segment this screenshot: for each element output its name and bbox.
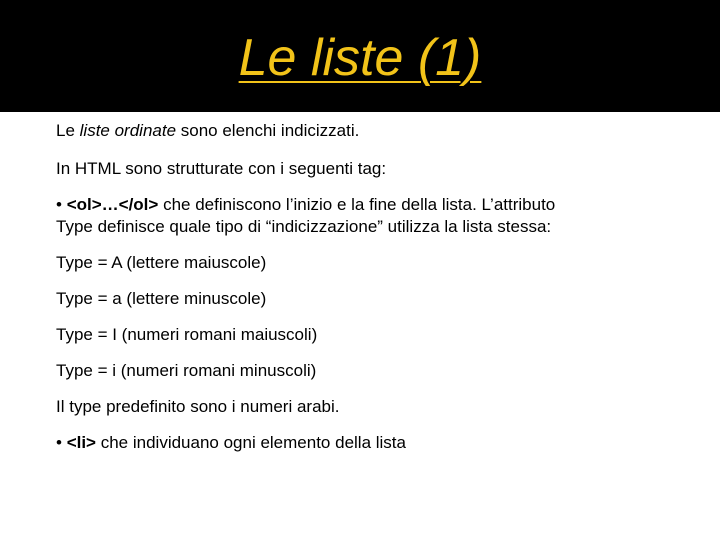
html-tags-line: In HTML sono strutturate con i seguenti tag:	[56, 159, 387, 178]
li-description: che individuano ogni elemento della lista	[96, 433, 406, 452]
intro-line	[56, 120, 696, 142]
default-type-line: Il type predefinito sono i numeri arabi.	[56, 397, 340, 416]
bullet-mark: •	[56, 195, 67, 214]
ol-bullet	[56, 194, 696, 238]
type-line-upper-letters: Type = A (lettere maiuscole)	[56, 253, 267, 272]
li-tag: <li>	[66, 433, 96, 452]
intro-emphasis: liste ordinate	[79, 121, 177, 140]
slide-title: Le liste (1)	[238, 29, 482, 87]
intro-suffix: sono elenchi indicizzati.	[176, 121, 360, 140]
type-line-lower-roman: Type = i (numeri romani minuscoli)	[56, 361, 317, 380]
type-line-lower-letters: Type = a (lettere minuscole)	[56, 289, 267, 308]
intro-prefix: Le	[56, 121, 80, 140]
type-line-upper-roman: Type = I (numeri romani maiuscoli)	[56, 325, 318, 344]
title-bar	[0, 0, 720, 112]
ol-tag: <ol>…</ol>	[66, 195, 159, 214]
slide-content	[56, 120, 696, 468]
ol-description-line2: Type definisce quale tipo di “indicizzazione” utilizza la lista stessa:	[56, 217, 552, 236]
bullet-mark: •	[56, 433, 67, 452]
li-bullet	[56, 432, 696, 454]
ol-description-line1: che definiscono l’inizio e la fine della lista. L’attributo	[158, 195, 556, 214]
